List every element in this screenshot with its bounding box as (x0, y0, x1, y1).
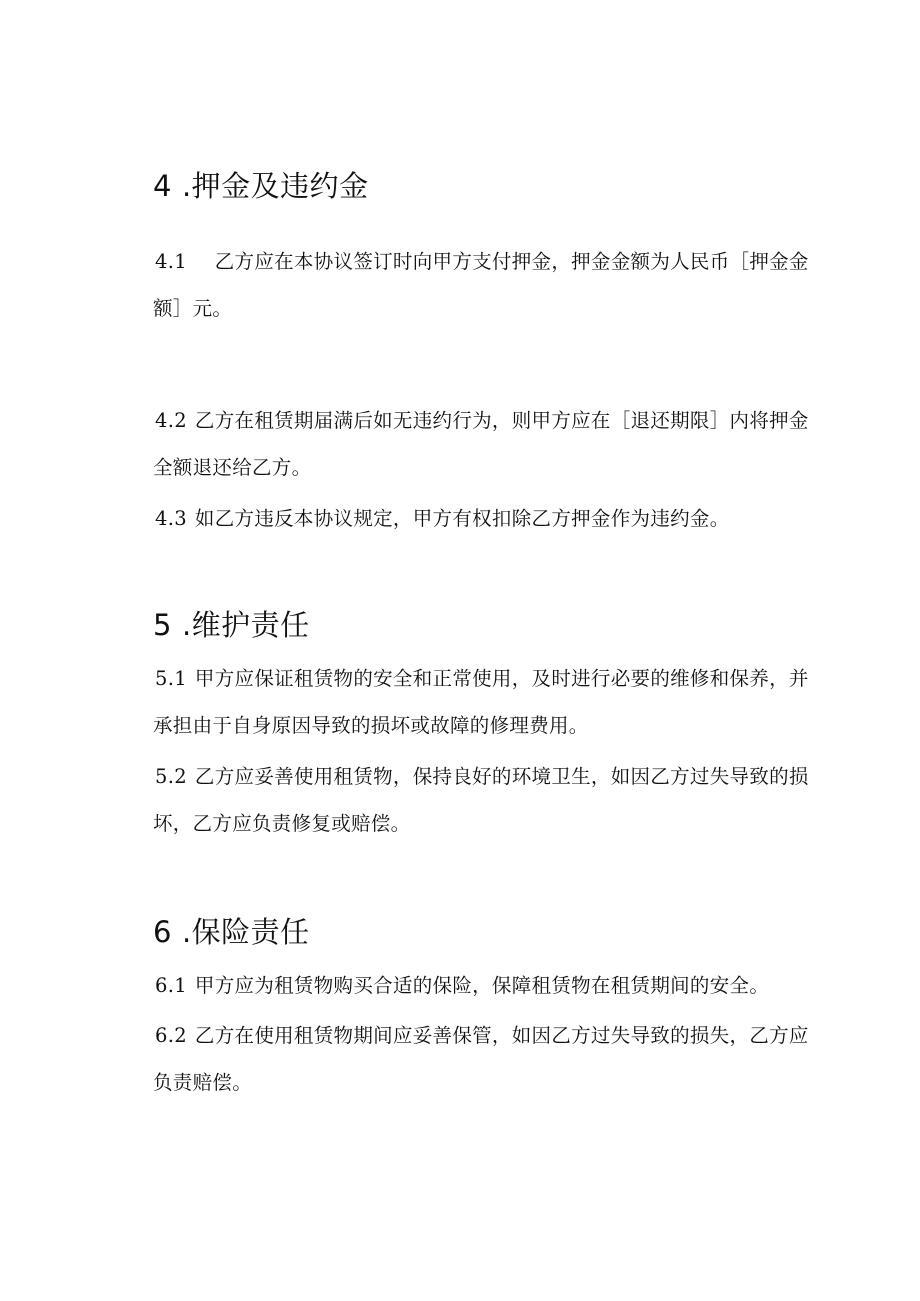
clause-text-line: 乙方应妥善使用租赁物，保持良好的环境卫生，如因乙方过失导致的损 (194, 765, 809, 788)
section-number: 4 (153, 169, 172, 203)
clause-5-1 (155, 655, 829, 749)
section-heading-6 (153, 912, 310, 952)
section-number: 5 (153, 608, 172, 642)
clause-5-2 (155, 753, 829, 847)
clause-text-line: 负责赔偿。 (153, 1071, 253, 1094)
clause-number: 6.2 (155, 1024, 187, 1047)
section-heading-4 (153, 166, 369, 206)
clause-number: 5.2 (155, 765, 187, 788)
clause-4-2 (155, 397, 829, 491)
clause-text-line: 如乙方违反本协议规定，甲方有权扣除乙方押金作为违约金。 (194, 507, 730, 530)
clause-text-line: 乙方应在本协议签订时向甲方支付押金，押金金额为人民币［押金金 (194, 250, 809, 273)
section-title: .押金及违约金 (181, 169, 369, 203)
section-title: .维护责任 (181, 608, 310, 642)
clause-text-line: 额］元。 (153, 297, 233, 320)
section-heading-5 (153, 605, 310, 645)
clause-6-2 (155, 1012, 829, 1106)
clause-text-line: 乙方在使用租赁物期间应妥善保管，如因乙方过失导致的损失，乙方应 (194, 1024, 809, 1047)
clause-number: 4.2 (155, 409, 187, 432)
clause-text-line: 坏，乙方应负责修复或赔偿。 (153, 812, 411, 835)
clause-text-line: 全额退还给乙方。 (153, 456, 312, 479)
clause-4-1 (155, 238, 829, 332)
section-title: .保险责任 (181, 915, 310, 949)
clause-text-line: 承担由于自身原因导致的损坏或故障的修理费用。 (153, 714, 589, 737)
clause-text-line: 甲方应为租赁物购买合适的保险，保障租赁物在租赁期间的安全。 (194, 974, 770, 997)
clause-number: 4.3 (155, 507, 187, 530)
clause-4-3 (155, 495, 829, 542)
clause-6-1 (155, 962, 829, 1009)
clause-text-line: 乙方在租赁期届满后如无违约行为，则甲方应在［退还期限］内将押金 (194, 409, 809, 432)
clause-number: 4.1 (155, 250, 187, 273)
section-number: 6 (153, 915, 172, 949)
clause-number: 6.1 (155, 974, 187, 997)
clause-text-line: 甲方应保证租赁物的安全和正常使用，及时进行必要的维修和保养，并 (194, 667, 809, 690)
clause-number: 5.1 (155, 667, 187, 690)
